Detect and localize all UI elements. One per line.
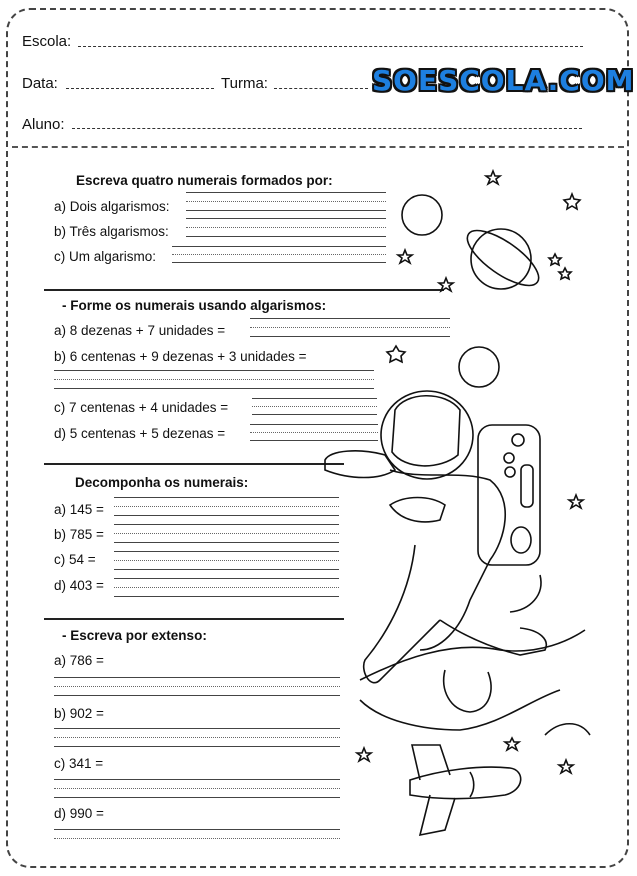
section2-item: b) 6 centenas + 9 dezenas + 3 unidades = bbox=[54, 349, 307, 364]
planet-icon bbox=[459, 221, 546, 295]
spaceship-illustration bbox=[410, 745, 521, 835]
section3-item: c) 54 = bbox=[54, 552, 96, 567]
section3-item: d) 403 = bbox=[54, 578, 104, 593]
section4-title: - Escreva por extenso: bbox=[62, 628, 207, 643]
section4-item: d) 990 = bbox=[54, 806, 104, 821]
astronaut-illustration bbox=[325, 391, 546, 712]
class-label: Turma: bbox=[221, 75, 268, 92]
section1-title: Escreva quatro numerais formados por: bbox=[76, 173, 333, 188]
section2-title: - Forme os numerais usando algarismos: bbox=[62, 298, 327, 313]
moon-icon bbox=[402, 195, 442, 235]
section4-item: c) 341 = bbox=[54, 756, 104, 771]
section2-item: a) 8 dezenas + 7 unidades = bbox=[54, 323, 226, 338]
section3-item: a) 145 = bbox=[54, 502, 104, 517]
section4-item: a) 786 = bbox=[54, 653, 104, 668]
moon-icon bbox=[459, 347, 499, 387]
section2-item: d) 5 centenas + 5 dezenas = bbox=[54, 426, 226, 441]
school-label: Escola: bbox=[22, 33, 72, 50]
section3-item: b) 785 = bbox=[54, 527, 104, 542]
section4-item: b) 902 = bbox=[54, 706, 104, 721]
site-logo: SOESCOLA.COM bbox=[372, 64, 635, 97]
section1-item: b) Três algarismos: bbox=[54, 224, 169, 239]
terrain-line bbox=[545, 724, 590, 735]
student-label: Aluno: bbox=[22, 116, 65, 133]
section1-item: c) Um algarismo: bbox=[54, 249, 157, 264]
section3-title: Decomponha os numerais: bbox=[75, 475, 249, 490]
section2-item: c) 7 centenas + 4 unidades = bbox=[54, 400, 229, 415]
section1-item: a) Dois algarismos: bbox=[54, 199, 170, 214]
date-label: Data: bbox=[22, 75, 58, 92]
